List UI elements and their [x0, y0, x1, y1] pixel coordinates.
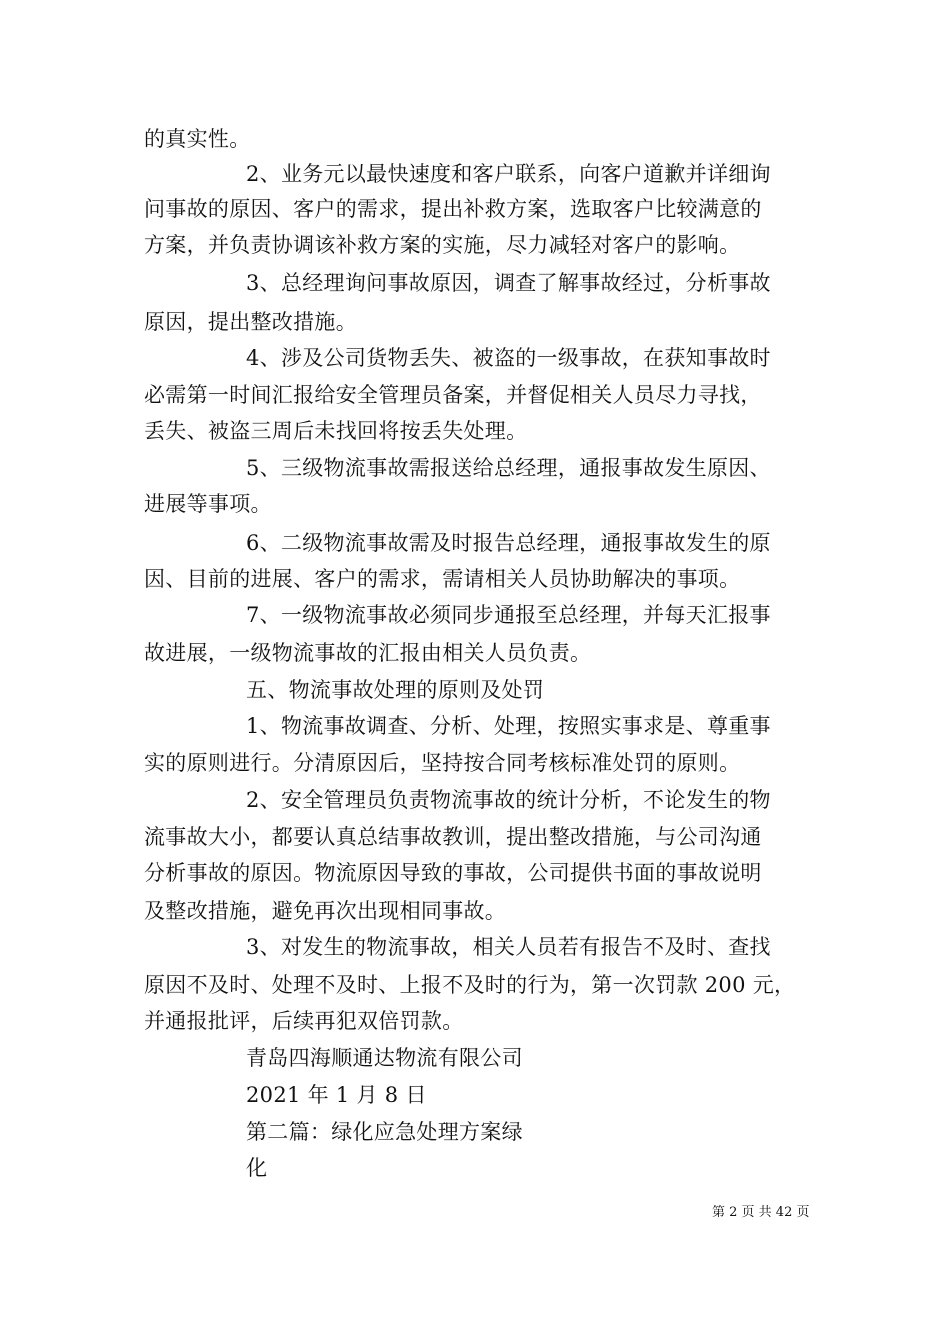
- text-line: 故进展，一级物流事故的汇报由相关人员负责。: [144, 641, 592, 665]
- text-line: 4、涉及公司货物丢失、被盗的一级事故，在获知事故时: [246, 346, 771, 370]
- text-line: 1、物流事故调查、分析、处理，按照实事求是、尊重事: [246, 714, 771, 738]
- text-line: 5、三级物流事故需报送给总经理，通报事故发生原因、: [246, 456, 771, 480]
- text-line: 分析事故的原因。物流原因导致的事故，公司提供书面的事故说明: [144, 861, 762, 885]
- section-heading: 第二篇：绿化应急处理方案绿: [246, 1120, 523, 1144]
- text-line: 3、总经理询问事故原因，调查了解事故经过，分析事故: [246, 271, 771, 295]
- text-line: 7、一级物流事故必须同步通报至总经理，并每天汇报事: [246, 603, 771, 627]
- text-line: 6、二级物流事故需及时报告总经理，通报事故发生的原: [246, 531, 771, 555]
- section-heading: 五、物流事故处理的原则及处罚: [246, 678, 545, 702]
- text-line: 因、目前的进展、客户的需求，需请相关人员协助解决的事项。: [144, 567, 741, 591]
- text-line: 并通报批评，后续再犯双倍罚款。: [144, 1009, 464, 1033]
- text-line: 问事故的原因、客户的需求，提出补救方案，选取客户比较满意的: [144, 197, 762, 221]
- text-line: 2、安全管理员负责物流事故的统计分析，不论发生的物: [246, 788, 771, 812]
- text-line: 及整改措施，避免再次出现相同事故。: [144, 899, 507, 923]
- document-date: 2021 年 1 月 8 日: [246, 1083, 427, 1107]
- text-line: 必需第一时间汇报给安全管理员备案，并督促相关人员尽力寻找，: [144, 383, 762, 407]
- page-number: 第 2 页 共 42 页: [712, 1205, 810, 1220]
- text-line: 2、业务元以最快速度和客户联系，向客户道歉并详细询: [246, 162, 771, 186]
- text-line: 3、对发生的物流事故，相关人员若有报告不及时、查找: [246, 935, 771, 959]
- text-line: 实的原则进行。分清原因后，坚持按合同考核标准处罚的原则。: [144, 751, 741, 775]
- text-line: 原因不及时、处理不及时、上报不及时的行为，第一次罚款 200 元，: [144, 973, 796, 997]
- text-line: 的真实性。: [144, 127, 251, 151]
- text-line: 化: [246, 1156, 268, 1180]
- text-line: 原因，提出整改措施。: [144, 310, 357, 334]
- text-line: 进展等事项。: [144, 492, 272, 516]
- text-line: 丢失、被盗三周后未找回将按丢失处理。: [144, 419, 528, 443]
- text-line: 方案，并负责协调该补救方案的实施，尽力减轻对客户的影响。: [144, 233, 741, 257]
- company-name: 青岛四海顺通达物流有限公司: [246, 1046, 523, 1070]
- text-line: 流事故大小，都要认真总结事故教训，提出整改措施，与公司沟通: [144, 825, 762, 849]
